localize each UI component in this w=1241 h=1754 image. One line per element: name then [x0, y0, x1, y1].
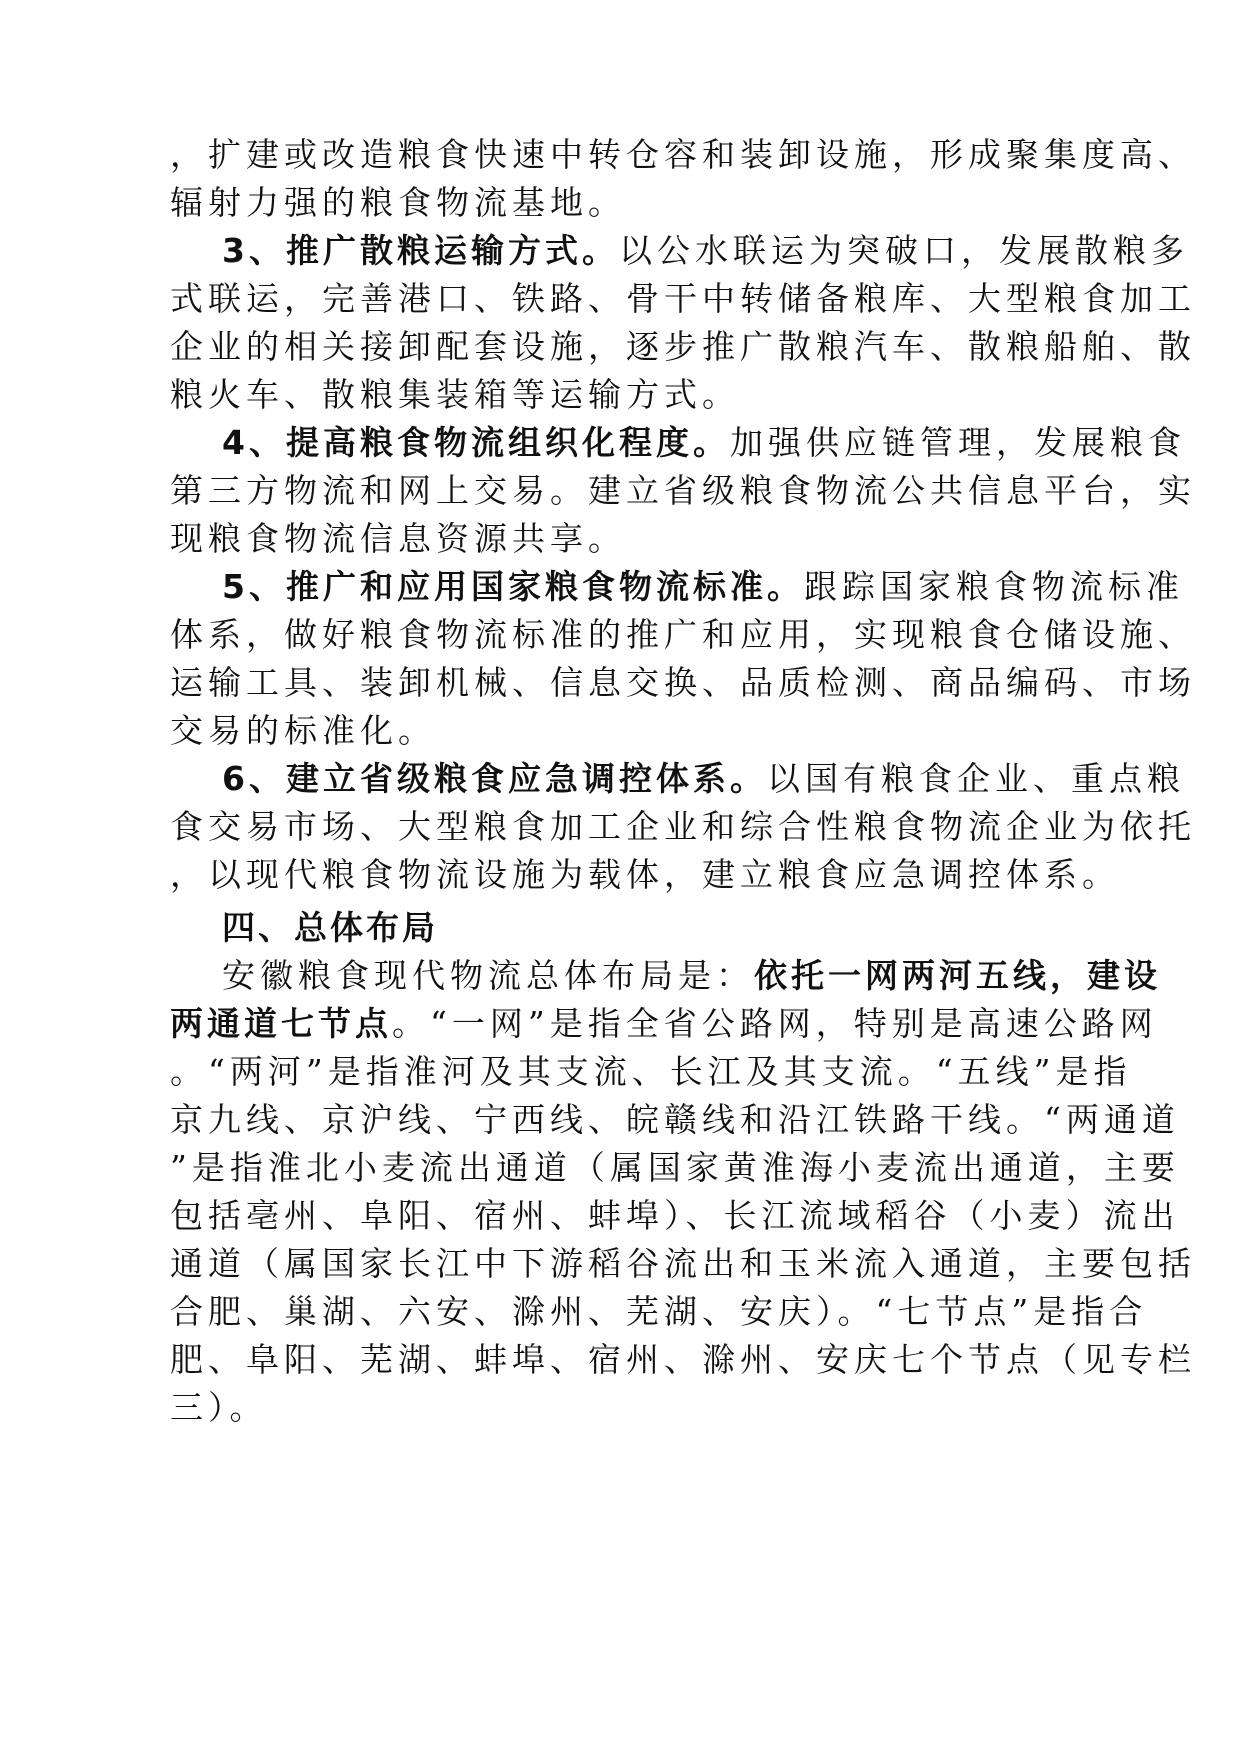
- item-5-title: 5、推广和应用国家粮食物流标准。: [222, 567, 804, 606]
- item-4-title: 4、提高粮食物流组织化程度。: [222, 423, 730, 462]
- paragraph-line: 式联运，完善港口、铁路、骨干中转储备粮库、大型粮食加工: [170, 279, 1196, 318]
- section-heading: 四、总体布局: [222, 908, 438, 947]
- layout-lead: 安徽粮食现代物流总体布局是：: [222, 956, 754, 995]
- paragraph-line: 现粮食物流信息资源共享。: [170, 519, 626, 558]
- paragraph-line: 。“两河”是指淮河及其支流、长江及其支流。“五线”是指: [170, 1052, 1132, 1091]
- paragraph-line: 合肥、巢湖、六安、滁州、芜湖、安庆）。“七节点”是指合: [170, 1292, 1148, 1331]
- paragraph-line: 通道（属国家长江中下游稻谷流出和玉米流入通道，主要包括: [170, 1244, 1196, 1283]
- layout-emphasis: 依托一网两河五线，建设: [754, 956, 1161, 995]
- paragraph-line: ，扩建或改造粮食快速中转仓容和装卸设施，形成聚集度高、: [170, 135, 1196, 174]
- item-3-line: [222, 231, 1189, 271]
- paragraph-line: 交易的标准化。: [170, 711, 436, 750]
- paragraph-line: 第三方物流和网上交易。建立省级粮食物流公共信息平台，实: [170, 471, 1196, 510]
- paragraph-line: 粮火车、散粮集装箱等运输方式。: [170, 375, 740, 414]
- item-3-text: 以公水联运为突破口，发展散粮多: [618, 231, 1189, 270]
- item-6-text: 以国有粮食企业、重点粮: [766, 759, 1185, 798]
- paragraph-line: 辐射力强的粮食物流基地。: [170, 183, 626, 222]
- paragraph-line: ，以现代粮食物流设施为载体，建立粮食应急调控体系。: [170, 855, 1120, 894]
- paragraph-line: 京九线、京沪线、宁西线、皖赣线和沿江铁路干线。“两通道: [170, 1100, 1180, 1139]
- paragraph-line: 运输工具、装卸机械、信息交换、品质检测、商品编码、市场: [170, 663, 1196, 702]
- item-5-line: [222, 567, 1184, 607]
- paragraph-line: 食交易市场、大型粮食加工企业和综合性粮食物流企业为依托: [170, 807, 1196, 846]
- paragraph-line: 体系，做好粮食物流标准的推广和应用，实现粮食仓储设施、: [170, 615, 1196, 654]
- paragraph-line: 企业的相关接卸配套设施，逐步推广散粮汽车、散粮船舶、散: [170, 327, 1196, 366]
- layout-text: 。“一网”是指全省公路网，特别是高速公路网: [392, 1004, 1158, 1043]
- layout-emphasis: 两通道七节点: [170, 1004, 392, 1043]
- paragraph-line: 包括亳州、阜阳、宿州、蚌埠）、长江流域稻谷（小麦）流出: [170, 1196, 1180, 1235]
- layout-line: [170, 1004, 1158, 1044]
- paragraph-line: 三）。: [170, 1388, 268, 1427]
- item-4-line: [222, 423, 1186, 463]
- item-4-text: 加强供应链管理，发展粮食: [729, 423, 1186, 462]
- paragraph-line: ”是指淮北小麦流出通道（属国家黄淮海小麦流出通道，主要: [170, 1148, 1180, 1187]
- paragraph-line: 肥、阜阳、芜湖、蚌埠、宿州、滁州、安庆七个节点（见专栏: [170, 1340, 1196, 1379]
- item-6-line: [222, 759, 1185, 799]
- layout-line: [222, 956, 1161, 996]
- item-3-title: 3、推广散粮运输方式。: [222, 231, 619, 270]
- item-6-title: 6、建立省级粮食应急调控体系。: [222, 759, 767, 798]
- item-5-text: 跟踪国家粮食物流标准: [803, 567, 1184, 606]
